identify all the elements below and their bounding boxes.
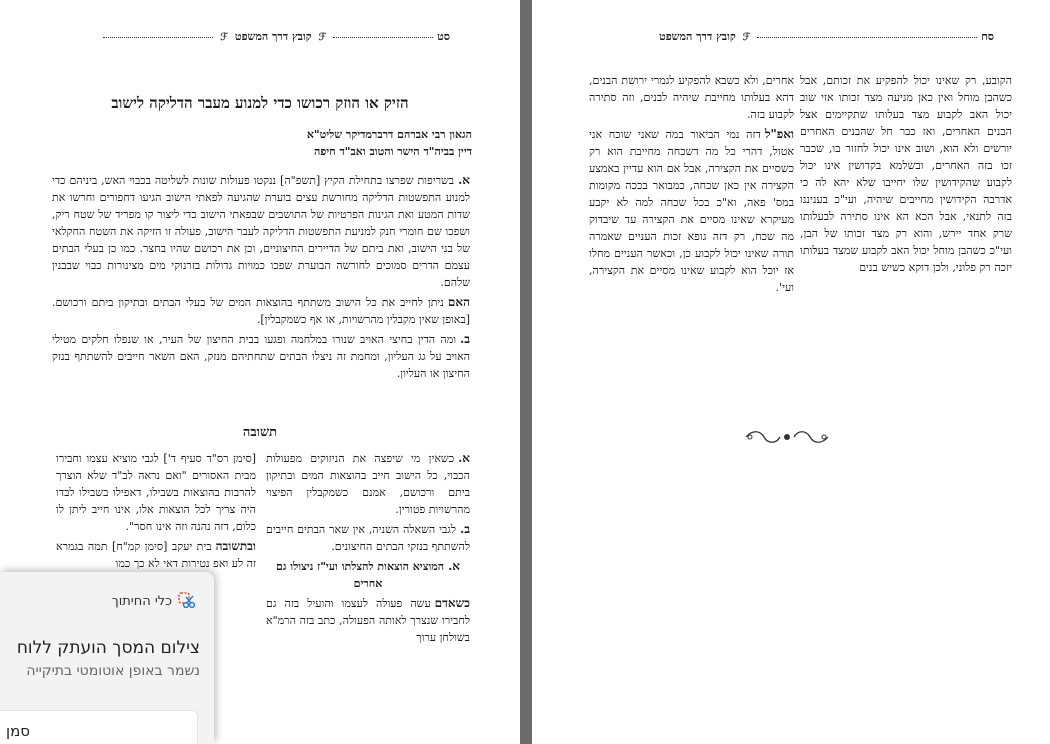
author-name: הגאון רבי אברהם דרברמדיקר שליט"א	[306, 128, 472, 141]
snip-app-header	[112, 592, 196, 610]
snip-sub-message: נשמר באופן אוטומטי בתיקייה	[26, 663, 200, 679]
subsection-heading: א.המוציא הוצאות להצלתו ועי"ז ניצולו גם אחרים	[275, 559, 461, 590]
running-title: קובץ דרך המשפט	[659, 30, 736, 43]
flourish-icon	[742, 428, 832, 446]
scissors-icon	[178, 592, 196, 610]
answer-title: תשובה	[242, 425, 278, 440]
snipping-tool-notification[interactable]	[0, 572, 214, 744]
snip-main-message: צילום המסך הועתק ללוח	[16, 638, 200, 658]
page-number: סח	[981, 30, 994, 43]
dotted-leader	[103, 37, 213, 38]
right-page	[532, 0, 1050, 744]
question-section	[52, 172, 470, 385]
answer-paragraph: [סימן רס"ד סעיף ד'] לגבי מוציא עצמו וחבירו מבית האסורים "ואם נראה לב"ד שלא הוצרך להרבות בהוצאות בשבילו, דאפילו בשבילו לבדו היה צריך לכל הוצאות אלו, אינו חייב ליתן לו כלום, דזה נהנה וזה אינו חסר".	[56, 452, 256, 533]
answer-right-column	[266, 450, 470, 649]
right-running-head	[590, 30, 994, 46]
dotted-leader	[333, 37, 433, 38]
answer-paragraph: ב.לגבי השאלה השניה, אין שאר הבתים חייבים להשתתף בנזקי הבתים החיצונים.	[266, 522, 470, 553]
question-paragraph: ב.ומה הדין בחיצי האויב שנורו במלחמה ופגעו בבית החיצון של העיר, או שנפלו חלקים מטילי האויב על גג העליון, ומחמת זה ניצלו הבתים שתחתיהם מנזק, האם השאר חייבים להשתתף בנזק החיצון או העליון.	[52, 332, 471, 380]
page-number: סט	[437, 30, 450, 43]
answer-paragraph: ובתשובהבית יעקב [סימן קמ"ח] תמה בגמרא זה לע ואפ נטירות דאי לא כך כמו	[56, 539, 256, 570]
answer-paragraph: כשאדםעשה פעולה לעצמו והועיל בזה גם לחבירו שנצרך לאותה הפעולה, כתב בזה הרמ"א בשולחן ערוך	[266, 596, 470, 644]
ornament-icon: ℱ	[220, 32, 229, 43]
snip-app-name: כלי החיתוך	[111, 593, 172, 609]
answer-left-column	[56, 450, 256, 575]
body-paragraph: אחרים, ולא כשבא להפקיע לגמרי ירושת הבנים, דהא בעלותו מחייבת שיהיה לבנים, וזה סתירה לקבוע בזה.	[589, 74, 794, 121]
snip-action-label[interactable]: סמן	[6, 722, 31, 740]
ornament-icon: ℱ	[742, 32, 751, 43]
answer-paragraph: א.כשאין מי שיפצה את הניזוקים מפעולות הכבוי, כל הישוב חייב בהוצאות המים ובתיקון ביתם ורכושם, אמנם כשמקבלין הפיצוי מהרשויות פטורין.	[266, 451, 470, 516]
right-page-right-column	[800, 72, 1012, 279]
right-page-left-column	[589, 72, 794, 299]
question-paragraph: האםניתן לחייב את כל הישוב משתתף בהוצאות המים של בעלי הבתים ובתיקון ביתם ורכושם. [באופן שאין מקבלין מהרשויות, או אף כשמקבלין].	[52, 295, 470, 326]
body-paragraph: הקובע, רק שאינו יכול להפקיע את זכותם, אבל כשהבן מוחל ואין כאן מניעה מצד זכותו אזי שוב יכול האב לקבוע מצד בעלותו שתקיימים אצל הבנים האחרים, ואז כבר חל שהבנים האחרים יורשים ולא הוא, ושוב אינו יכול לחזור בו, שכבר זכו בזה האחרים, ובשלמא בקדושין אינו יכול לקבוע שהקידושין שלו יחייבו שלא יהא לה כי אדרבה הקידושין מחייבים שיהיה, ועי"כ בעניננו בזה לתנאי, אבל הכא הא אינו סתירה לבעלותו שרק אחד יירש, והוא רק מצד זכותו של הבן, ועי"כ כשהבן מוחל יכול האב לקבוע שמצד בעלותו יזכה רק פלוני, ולכן דוקא כשיש בנים	[800, 74, 1012, 274]
dotted-leader	[757, 37, 977, 38]
end-ornament-icon	[742, 428, 832, 450]
question-paragraph: א.בשריפות שפרצו בתחילת הקיץ [תשפ"ה] ננקטו פעולות שונות לשליטה בכבוי האש, ביניהם כדי למנוע התפשטות הדליקה מחורשת עצים בוערת שהגיעה לפאתי הישוב הגיעו דחפורים וחרשו את שדות המטע ואת הגינות הפרטיות של התושבים שבפאתי הישוב כדי ליצור קו מפריד של שטח ריק, ושפכו שם חומרי חנק למניעת התפשטות הדליקה לעבר הישוב, פעולה זו הזיקה את השטח החקלאי של בני הישוב, ואת ביתם של הדיירים החיצוניים, וכן את רכושם שהיו בחצר. כמו כן בעלי הבתים עצמם הדרים סמוכים לחורשה הבוערת שפכו כמויות גדולות בזרנוקי מים מצינורות כבוי שבבנין שלהם.	[52, 173, 470, 289]
ornament-icon: ℱ	[318, 32, 327, 43]
article-title: הזיק או הוזק רכושו כדי למנוע מעבר הדליקה לישוב	[111, 94, 409, 112]
author-block	[307, 126, 472, 160]
running-title: קובץ דרך המשפט	[234, 30, 312, 43]
body-paragraph: ואפ"לדזה נמי הביאור במה שאני שוכח אני אטול, דהרי כל מה דשכחה מחייבת הוא רק כשסיים את הקצירה, אבל אם הוא עדיין באמצע הקצירה אין כאן שכחה, כמבואר בככה מקומות במס' פאה, וא"כ בכל שכחה למה לא יקבע מעיקרא שאינו מסיים את הקצירה עד שיבדוק מה שכח, רק דזה גופא זכות העניים שאמרה תורה שאינו יכול לקבוע כן, וכאשר העניים מחלו אז יוכל הוא לקבוע שאינו מסיים את הקצירה, ועי'.	[589, 127, 794, 294]
author-position: דיין בביה"ד הישר והטוב ואב"ד חיפה	[313, 145, 472, 158]
page-gutter	[520, 0, 532, 744]
left-running-head	[56, 30, 450, 46]
